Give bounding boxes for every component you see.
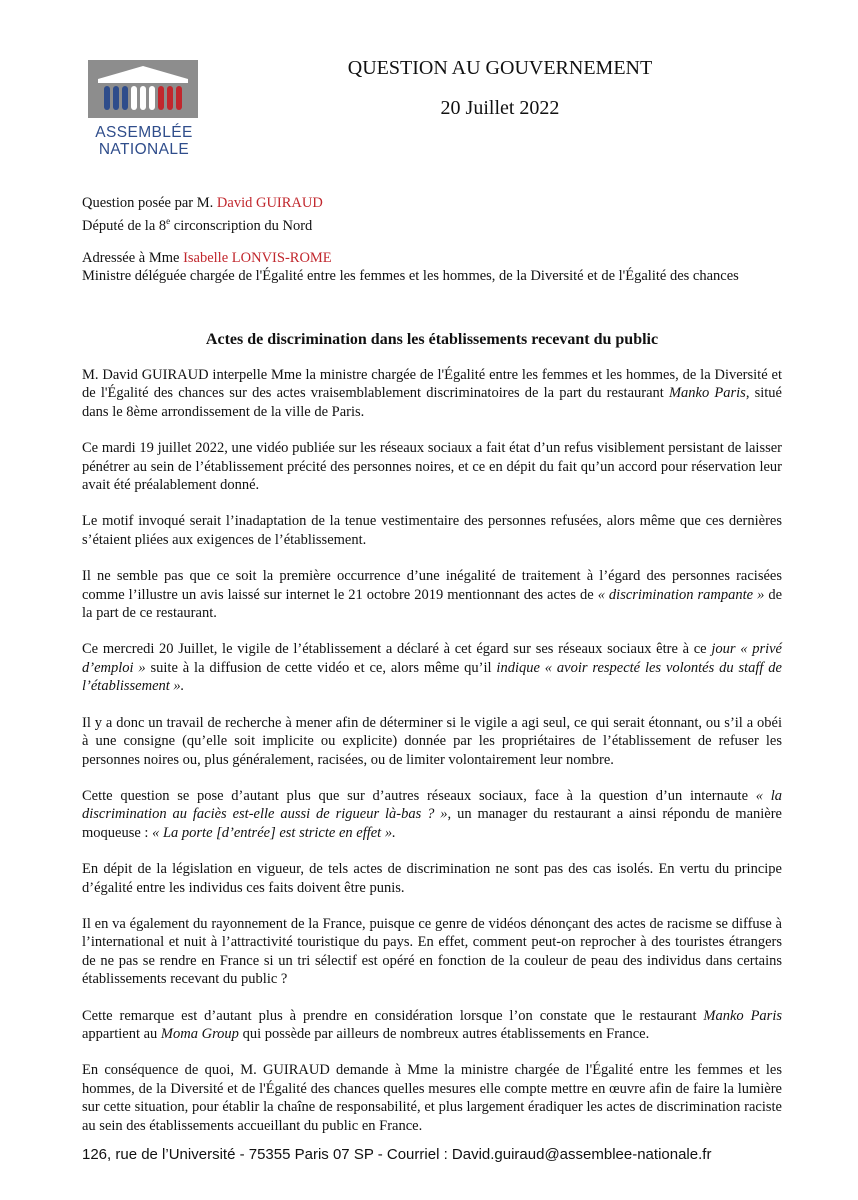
paragraph-6: Il y a donc un travail de recherche à mener afin de déterminer si le vigile a agi seul, ce qui serait étonnant, ou s’il a obéi à une consigne (qu’elle soit implicite ou explicite) donnée par les propriétaires de l’établissement de refuser les personnes noires ou, plus généralement, racisées, ou de limiter volontairement leur nombre. (82, 714, 782, 768)
p10-restaurant-name: Manko Paris (703, 1007, 783, 1024)
deputy-role (82, 212, 323, 235)
p5-text-a: Ce mercredi 20 Juillet, le vigile de l’établissement a déclaré à cet égard sur ses réseaux sociaux être à ce (82, 641, 712, 658)
logo-line1: ASSEMBLÉE (95, 124, 193, 141)
assemblee-nationale-logo (88, 60, 200, 158)
asked-by-line (82, 194, 323, 212)
logo-wordmark (88, 124, 200, 158)
document-title: QUESTION AU GOUVERNEMENT (347, 57, 653, 79)
addressed-to-line (82, 249, 739, 267)
p7-text-b: , un manager du restaurant a ainsi répondu de manière moqueuse : (82, 806, 782, 841)
p5-quote-2: indique « avoir respecté les volontés du staff de l’établissement ». (82, 659, 782, 695)
paragraph-8: En dépit de la législation en vigueur, de tels actes de discrimination ne sont pas des cas isolés. En vertu du principe d’égalité entre les individus ces faits doivent être punis. (82, 861, 782, 896)
deputy-name: David GUIRAUD (216, 195, 323, 211)
p10-text-a: Cette remarque est d’autant plus à prendre en considération lorsque l’on constate que le restaurant (82, 1007, 704, 1024)
question-body (82, 366, 782, 1153)
minister-name: Isabelle LONVIS-ROME (183, 250, 332, 266)
paragraph-1 (82, 366, 782, 421)
paragraph-4 (82, 567, 782, 622)
p4-quote: « discrimination rampante » (597, 586, 765, 603)
p10-group-name: Moma Group (160, 1025, 239, 1042)
paragraph-5 (82, 640, 782, 695)
assembly-emblem-icon (88, 60, 198, 118)
paragraph-7 (82, 787, 782, 842)
logo-line2: NATIONALE (98, 141, 190, 158)
paragraph-11: En conséquence de quoi, M. GUIRAUD demande à Mme la ministre chargée de l'Égalité entre les femmes et les hommes, de la Diversité et de l'Égalité des chances quelles mesures elle compte mettre en œuvre afin de faire la lumière sur cette situation, pour établir la chaîne de responsabilité, et plus largement éradiquer les actes de discrimination raciste au sein des établissements accueillant du public en France. (82, 1062, 782, 1134)
deputy-role-before: Député de la 8 (82, 217, 167, 234)
paragraph-2: Ce mardi 19 juillet 2022, une vidéo publiée sur les réseaux sociaux a fait état d’un refus visiblement persistant de laisser pénétrer au sein de l’établissement précité des personnes noires, et ce en dépit du fait qu’un accord pour réservation leur avait été préalablement donné. (82, 440, 782, 494)
p1-restaurant-name: Manko Paris (668, 385, 746, 402)
document-date: 20 Juillet 2022 (440, 97, 560, 119)
addressed-to-block (82, 249, 739, 285)
asked-by-prefix: Question posée par M. (82, 195, 217, 211)
addressed-to-prefix: Adressée à Mme (82, 250, 184, 266)
p1-text-b: , situé dans le 8ème arrondissement de la ville de Paris. (82, 385, 782, 420)
question-subject: Actes de discrimination dans les établissements recevant du public (205, 331, 659, 348)
paragraph-3: Le motif invoqué serait l’inadaptation de la tenue vestimentaire des personnes refusées, alors même que ces dernières s’étaient pliées aux exigences de l’établissement. (82, 513, 782, 548)
p7-text-a: Cette question se pose d’autant plus que sur d’autres réseaux sociaux, face à la question d’un internaute (82, 787, 756, 804)
deputy-role-after: circonscription du Nord (170, 217, 313, 234)
minister-role: Ministre déléguée chargée de l'Égalité entre les femmes et les hommes, de la Diversité et de l'Égalité des chances (82, 268, 739, 284)
p7-quote-2: « La porte [d’entrée] est stricte en effet ». (152, 824, 396, 841)
p10-text-c: qui possède par ailleurs de nombreux autres établissements en France. (238, 1025, 650, 1042)
paragraph-10 (82, 1007, 782, 1044)
p4-text-a: Il ne semble pas que ce soit la première occurrence d’une inégalité de traitement à l’égard des personnes racisées comme l’illustre un avis laissé sur internet le 21 octobre 2019 mentionnant des actes de (82, 568, 782, 603)
p5-quote-1: jour « privé d’emploi » (82, 641, 782, 676)
deputy-role-sup: e (166, 216, 171, 226)
p1-text-a: M. David GUIRAUD interpelle Mme la ministre chargée de l'Égalité entre les femmes et les hommes, de la Diversité et de l'Égalité des chances sur des actes vraisemblablement discriminatoires de la part du restaurant (82, 367, 782, 402)
paragraph-9: Il en va également du rayonnement de la France, puisque ce genre de vidéos dénonçant des actes de racisme se diffuse à l’international et nuit à l’attractivité touristique du pays. En effet, comment peut-on reprocher à des touristes étrangers de ne pas se rendre en France si un tri sélectif est opéré en fonction de la couleur de peau des individus dans certains établissements recevant du public ? (82, 915, 782, 988)
p4-text-b: de la part de ce restaurant. (82, 586, 783, 622)
asked-by-block (82, 194, 323, 235)
footer-address: 126, rue de l’Université - 75355 Paris 07 SP - Courriel : David.guiraud@assemblee-nationale.fr (82, 1146, 712, 1163)
p10-text-b: appartient au (82, 1025, 161, 1042)
p7-quote-1: « la discrimination au faciès est-elle aussi de rigueur là-bas ? » (82, 787, 782, 823)
p5-text-b: suite à la diffusion de cette vidéo et ce, alors même qu’il (145, 659, 497, 676)
